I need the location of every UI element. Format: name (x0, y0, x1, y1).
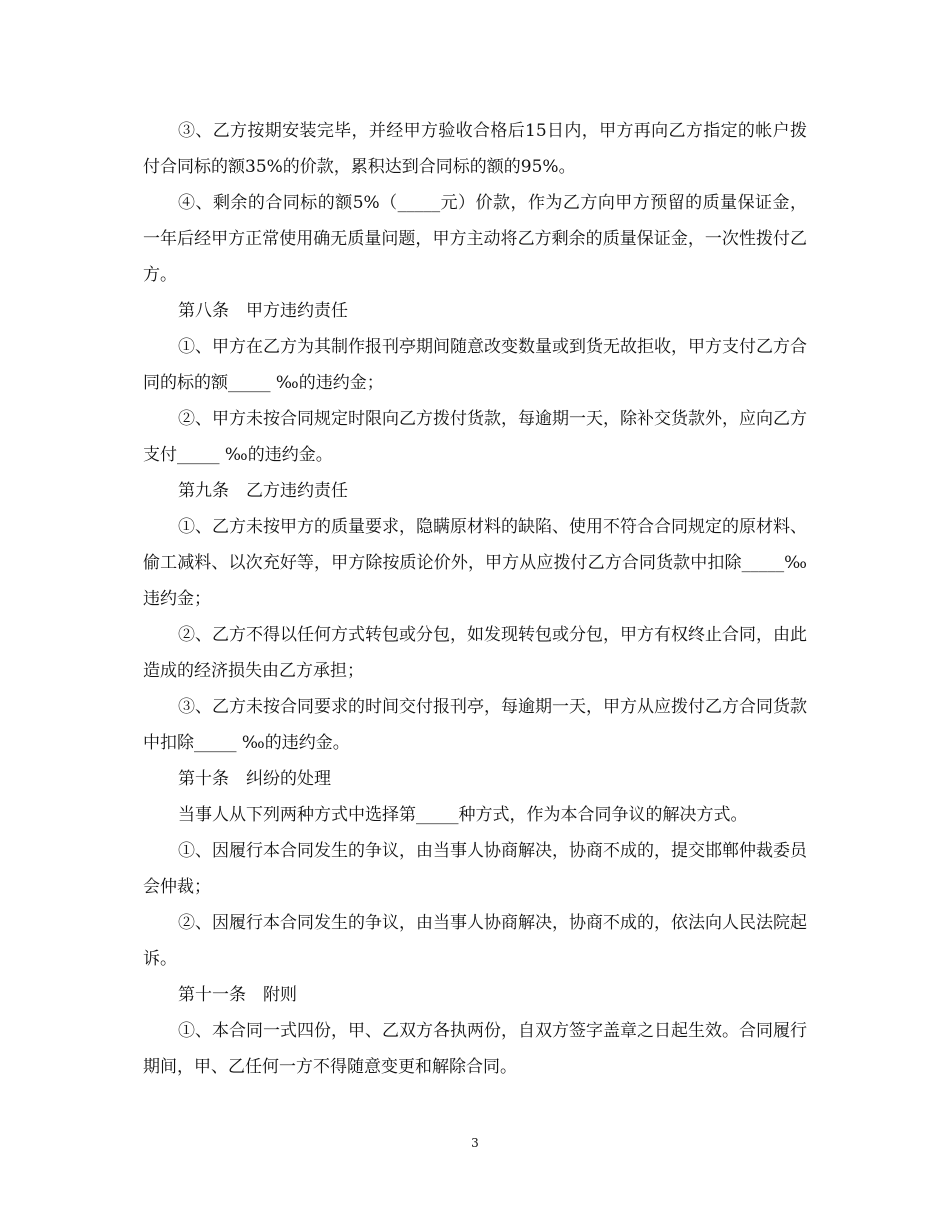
paragraph-dispute-litigation: ②、因履行本合同发生的争议，由当事人协商解决，协商不成的，依法向人民法院起诉。 (143, 913, 807, 969)
heading-article-9: 第九条 乙方违约责任 (178, 481, 348, 501)
paragraph-supplementary-1: ①、本合同一式四份，甲、乙双方各执两份，自双方签字盖章之日起生效。合同履行期间，甲、乙任何一方不得随意变更和解除合同。 (143, 1021, 807, 1077)
paragraph-party-b-breach-2: ②、乙方不得以任何方式转包或分包，如发现转包或分包，甲方有权终止合同，由此造成的经济损失由乙方承担； (143, 625, 807, 681)
paragraph-party-a-breach-1: ①、甲方在乙方为其制作报刊亭期间随意改变数量或到货无故拒收，甲方支付乙方合同的标的额_____ ‰的违约金； (143, 337, 807, 393)
paragraph-party-b-breach-1: ①、乙方未按甲方的质量要求，隐瞒原材料的缺陷、使用不符合合同规定的原材料、偷工减料、以次充好等，甲方除按质论价外，甲方从应拨付乙方合同货款中扣除_____‰违约金； (143, 517, 807, 609)
page-number: 3 (471, 1136, 479, 1150)
heading-article-11: 第十一条 附则 (178, 985, 297, 1005)
document-body (143, 113, 807, 1085)
paragraph-party-a-breach-2: ②、甲方未按合同规定时限向乙方拨付货款，每逾期一天，除补交货款外，应向乙方支付_____ ‰的违约金。 (143, 409, 807, 465)
paragraph-payment-3: ③、乙方按期安装完毕，并经甲方验收合格后15日内，甲方再向乙方指定的帐户拨付合同标的额35%的价款，累积达到合同标的额的95%。 (143, 121, 807, 177)
heading-article-10: 第十条 纠纷的处理 (178, 769, 331, 789)
paragraph-dispute-arbitration: ①、因履行本合同发生的争议，由当事人协商解决，协商不成的，提交邯郸仲裁委员会仲裁； (143, 841, 807, 897)
paragraph-payment-4: ④、剩余的合同标的额5%（_____元）价款，作为乙方向甲方预留的质量保证金，一年后经甲方正常使用确无质量问题，甲方主动将乙方剩余的质量保证金，一次性拨付乙方。 (143, 193, 807, 285)
heading-article-8: 第八条 甲方违约责任 (178, 301, 348, 321)
paragraph-party-b-breach-3: ③、乙方未按合同要求的时间交付报刊亭，每逾期一天，甲方从应拨付乙方合同货款中扣除_____ ‰的违约金。 (143, 697, 807, 753)
paragraph-dispute-choice: 当事人从下列两种方式中选择第_____种方式，作为本合同争议的解决方式。 (178, 805, 748, 825)
